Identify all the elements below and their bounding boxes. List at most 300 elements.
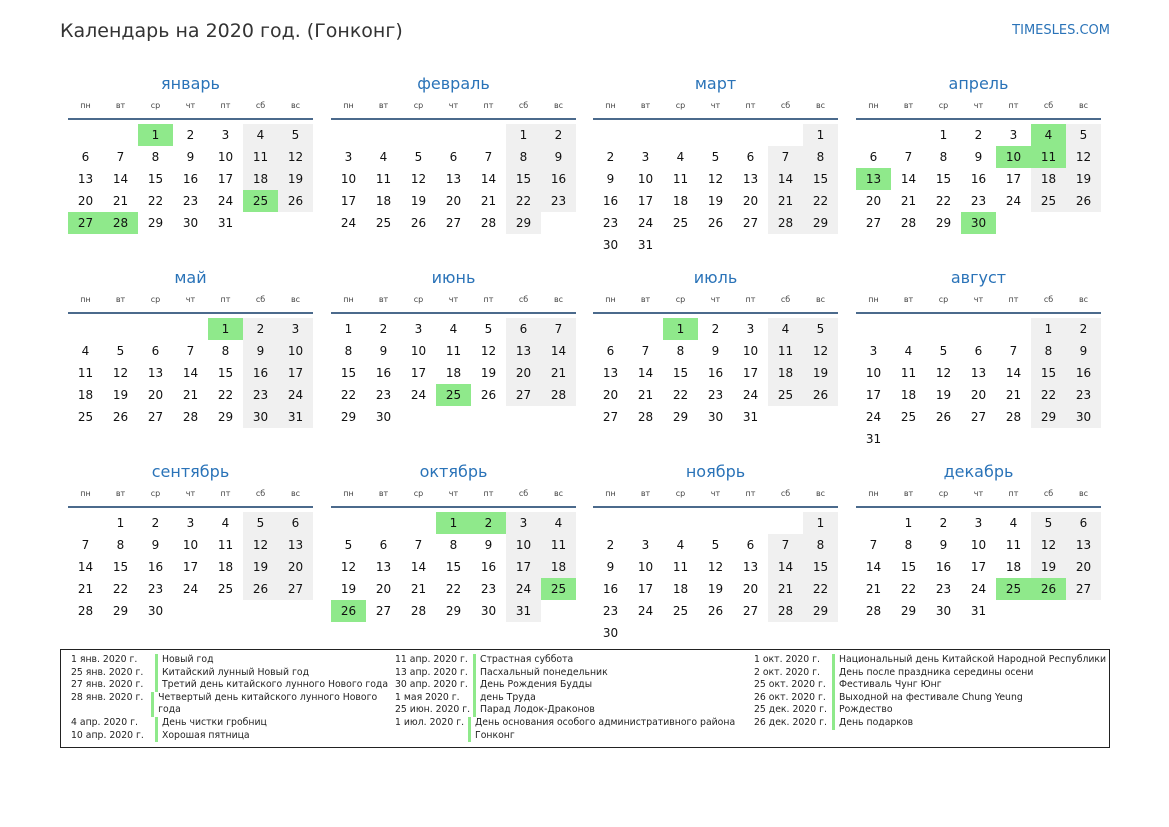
month-11 (593, 460, 838, 644)
day-cell: 20 (278, 556, 313, 578)
weekday-header (331, 101, 576, 120)
day-cell: 1 (904, 516, 913, 530)
day-cell: 9 (606, 560, 615, 574)
day-cell: 8 (803, 146, 838, 168)
day-cell: 10 (970, 538, 987, 552)
empty-cell (891, 124, 926, 146)
day-cell: 19 (803, 362, 838, 384)
empty-cell (698, 124, 733, 146)
day-cell: 13 (445, 172, 462, 186)
day-cell: 22 (900, 582, 917, 596)
month-5 (68, 266, 313, 428)
day-cell: 14 (410, 560, 427, 574)
legend-color-bar (832, 679, 835, 692)
legend-entry (744, 704, 1109, 717)
day-cell: 25 (217, 582, 234, 596)
holiday-day-cell: 25 (541, 578, 576, 600)
weekday-label: пт (483, 101, 494, 110)
legend-entry (61, 717, 391, 730)
day-cell: 12 (1031, 534, 1066, 556)
week-row (68, 534, 313, 556)
day-cell: 20 (742, 582, 759, 596)
day-cell: 24 (637, 216, 654, 230)
month-name: июль (693, 268, 738, 287)
holiday-day-cell: 1 (208, 318, 243, 340)
day-cell: 21 (480, 194, 497, 208)
day-cell: 5 (711, 538, 720, 552)
weekday-label: чт (710, 489, 721, 498)
day-cell: 23 (541, 190, 576, 212)
weekday-label: сб (255, 295, 266, 304)
day-cell: 14 (77, 560, 94, 574)
page-title: Календарь на 2020 год. (Гонконг) (60, 20, 403, 42)
day-cell: 15 (935, 172, 952, 186)
day-cell: 13 (147, 366, 164, 380)
day-cell: 3 (186, 516, 195, 530)
weekday-label: сб (518, 101, 529, 110)
week-row (68, 190, 313, 212)
legend-description: Страстная суббота (480, 654, 574, 665)
day-cell: 20 (742, 194, 759, 208)
weekday-label: пн (605, 295, 616, 304)
day-cell: 3 (344, 150, 353, 164)
legend-entry (61, 654, 391, 667)
legend-color-bar (155, 717, 158, 730)
day-cell: 29 (803, 600, 838, 622)
empty-cell (856, 512, 891, 534)
day-cell: 25 (672, 604, 689, 618)
day-cell: 4 (1009, 516, 1018, 530)
day-cell: 22 (340, 388, 357, 402)
empty-cell (698, 234, 733, 256)
empty-cell (436, 406, 471, 428)
month-9 (68, 460, 313, 622)
day-cell: 14 (900, 172, 917, 186)
week-row (593, 124, 838, 146)
month-4 (856, 72, 1101, 234)
day-cell: 30 (182, 216, 199, 230)
legend-description: Третий день китайского лунного Нового года (162, 679, 389, 691)
day-cell: 2 (379, 322, 388, 336)
day-cell: 16 (541, 168, 576, 190)
day-cell: 8 (803, 534, 838, 556)
day-cell: 6 (869, 150, 878, 164)
empty-cell (768, 406, 803, 428)
weekday-label: чт (973, 489, 984, 498)
day-cell: 27 (375, 604, 392, 618)
week-row (856, 318, 1101, 340)
empty-cell (663, 622, 698, 644)
day-cell: 26 (1066, 190, 1101, 212)
legend-entry (744, 654, 1109, 667)
week-row (331, 168, 576, 190)
legend-description: Рождество (839, 704, 893, 716)
weekday-label: пн (868, 489, 879, 498)
day-cell: 11 (375, 172, 392, 186)
day-cell: 13 (278, 534, 313, 556)
legend-entry (385, 717, 745, 742)
day-cell: 17 (970, 560, 987, 574)
day-cell: 8 (116, 538, 125, 552)
day-cell: 1 (344, 322, 353, 336)
day-cell: 6 (606, 344, 615, 358)
week-row (68, 124, 313, 146)
day-cell: 19 (707, 194, 724, 208)
month-name: март (694, 74, 737, 93)
day-cell: 9 (711, 344, 720, 358)
legend-color-bar (832, 667, 835, 680)
legend-description: день Труда (480, 691, 536, 703)
day-cell: 30 (602, 238, 619, 252)
day-cell: 3 (506, 512, 541, 534)
week-row (593, 406, 838, 428)
weekday-label: вт (640, 489, 651, 498)
day-cell: 7 (484, 150, 493, 164)
weekday-label: сб (518, 489, 529, 498)
empty-cell (926, 428, 961, 450)
day-cell: 8 (151, 150, 160, 164)
day-cell: 21 (900, 194, 917, 208)
week-row (856, 212, 1101, 234)
day-cell: 15 (340, 366, 357, 380)
weekday-label: вс (815, 295, 826, 304)
day-cell: 28 (77, 604, 94, 618)
day-cell: 29 (340, 410, 357, 424)
day-cell: 19 (935, 388, 952, 402)
empty-cell (926, 318, 961, 340)
day-cell: 17 (506, 556, 541, 578)
day-cell: 9 (151, 538, 160, 552)
empty-cell (768, 234, 803, 256)
week-row (331, 534, 576, 556)
legend-description: Китайский лунный Новый год (162, 666, 309, 678)
legend-description: Национальный день Китайской Народной Республики (839, 654, 1107, 665)
day-cell: 27 (278, 578, 313, 600)
legend-color-bar (155, 679, 158, 692)
day-cell: 6 (746, 150, 755, 164)
weekday-label: чт (448, 101, 459, 110)
empty-cell (996, 428, 1031, 450)
weekday-label: ср (938, 489, 949, 498)
legend-description: День чистки гробниц (162, 716, 267, 728)
day-cell: 5 (414, 150, 423, 164)
weekday-label: пн (80, 489, 91, 498)
empty-cell (1031, 428, 1066, 450)
day-cell: 1 (116, 516, 125, 530)
day-cell: 12 (1066, 146, 1101, 168)
day-cell: 2 (151, 516, 160, 530)
day-cell: 7 (1009, 344, 1018, 358)
day-cell: 28 (1005, 410, 1022, 424)
day-cell: 25 (77, 410, 94, 424)
day-cell: 26 (112, 410, 129, 424)
week-row (593, 512, 838, 534)
weekday-header (593, 295, 838, 314)
day-cell: 23 (375, 388, 392, 402)
day-cell: 20 (147, 388, 164, 402)
weekday-label: пн (605, 489, 616, 498)
day-cell: 27 (742, 216, 759, 230)
day-cell: 8 (1031, 340, 1066, 362)
weekday-label: вт (640, 295, 651, 304)
weekday-header (331, 489, 576, 508)
legend-date: 25 июн. 2020 г. (395, 704, 471, 716)
day-cell: 18 (375, 194, 392, 208)
day-cell: 7 (414, 538, 423, 552)
day-cell: 10 (410, 344, 427, 358)
legend-description: Пасхальный понедельник (480, 666, 608, 678)
day-cell: 3 (1009, 128, 1018, 142)
empty-cell (698, 512, 733, 534)
legend-date: 26 дек. 2020 г. (754, 716, 827, 728)
empty-cell (961, 318, 996, 340)
day-cell: 25 (375, 216, 392, 230)
legend-description: День Рождения Будды (480, 679, 593, 691)
day-cell: 29 (935, 216, 952, 230)
day-cell: 23 (970, 194, 987, 208)
legend-description: Фестиваль Чунг Юнг (839, 679, 942, 691)
day-cell: 22 (935, 194, 952, 208)
day-cell: 24 (637, 604, 654, 618)
day-cell: 4 (676, 538, 685, 552)
weekday-label: ср (150, 101, 161, 110)
day-cell: 21 (865, 582, 882, 596)
day-cell: 3 (641, 150, 650, 164)
day-cell: 10 (278, 340, 313, 362)
week-row (593, 556, 838, 578)
day-cell: 14 (768, 556, 803, 578)
day-cell: 12 (707, 172, 724, 186)
legend-description: День после праздника середины осени (839, 666, 1034, 678)
day-cell: 21 (182, 388, 199, 402)
week-row (331, 212, 576, 234)
day-cell: 15 (112, 560, 129, 574)
day-cell: 6 (151, 344, 160, 358)
day-cell: 16 (970, 172, 987, 186)
day-cell: 11 (900, 366, 917, 380)
holiday-day-cell: 26 (331, 600, 366, 622)
empty-cell (103, 318, 138, 340)
weekday-label: ср (413, 489, 424, 498)
day-cell: 22 (803, 190, 838, 212)
day-cell: 19 (480, 366, 497, 380)
day-cell: 24 (182, 582, 199, 596)
holiday-day-cell: 1 (663, 318, 698, 340)
day-cell: 28 (541, 384, 576, 406)
empty-cell (663, 124, 698, 146)
day-cell: 31 (865, 432, 882, 446)
week-row (856, 428, 1101, 450)
weekday-label: вт (378, 101, 389, 110)
day-cell: 28 (768, 600, 803, 622)
day-cell: 22 (506, 190, 541, 212)
holiday-day-cell: 10 (996, 146, 1031, 168)
empty-cell (173, 318, 208, 340)
empty-cell (768, 512, 803, 534)
day-cell: 10 (742, 344, 759, 358)
weekday-label: ср (938, 101, 949, 110)
empty-cell (961, 428, 996, 450)
weekday-label: вс (1078, 295, 1089, 304)
day-cell: 21 (541, 362, 576, 384)
day-cell: 18 (243, 168, 278, 190)
day-cell: 14 (768, 168, 803, 190)
day-cell: 24 (506, 578, 541, 600)
day-cell: 17 (182, 560, 199, 574)
day-cell: 8 (221, 344, 230, 358)
day-cell: 8 (939, 150, 948, 164)
day-cell: 2 (186, 128, 195, 142)
day-cell: 1 (939, 128, 948, 142)
week-row (331, 340, 576, 362)
empty-cell (628, 318, 663, 340)
week-row (331, 512, 576, 534)
weekday-header (331, 295, 576, 314)
weekday-label: пт (1008, 101, 1019, 110)
weekday-label: пн (605, 101, 616, 110)
empty-cell (401, 406, 436, 428)
month-12 (856, 460, 1101, 622)
day-cell: 14 (865, 560, 882, 574)
day-cell: 22 (803, 578, 838, 600)
day-cell: 29 (506, 212, 541, 234)
empty-cell (278, 212, 313, 234)
day-cell: 16 (1066, 362, 1101, 384)
week-row (856, 340, 1101, 362)
day-cell: 19 (112, 388, 129, 402)
month-2 (331, 72, 576, 234)
empty-cell (103, 124, 138, 146)
day-cell: 21 (1005, 388, 1022, 402)
day-cell: 2 (939, 516, 948, 530)
day-cell: 4 (541, 512, 576, 534)
brand-link[interactable]: TIMESLES.COM (1012, 23, 1110, 38)
month-name: май (174, 268, 207, 287)
empty-cell (208, 600, 243, 622)
day-cell: 12 (112, 366, 129, 380)
day-cell: 1 (1031, 318, 1066, 340)
empty-cell (243, 212, 278, 234)
day-cell: 23 (243, 384, 278, 406)
day-cell: 19 (278, 168, 313, 190)
legend-entry (385, 667, 745, 680)
empty-cell (278, 600, 313, 622)
day-cell: 7 (81, 538, 90, 552)
day-cell: 23 (707, 388, 724, 402)
week-row (331, 318, 576, 340)
weekday-label: сб (780, 101, 791, 110)
day-cell: 8 (904, 538, 913, 552)
day-cell: 24 (742, 388, 759, 402)
week-row (856, 168, 1101, 190)
day-cell: 10 (637, 560, 654, 574)
week-row (856, 534, 1101, 556)
day-cell: 5 (344, 538, 353, 552)
day-cell: 9 (541, 146, 576, 168)
weekday-label: ср (675, 295, 686, 304)
day-cell: 11 (445, 344, 462, 358)
day-cell: 29 (217, 410, 234, 424)
legend-color-bar (155, 730, 158, 743)
empty-cell (891, 428, 926, 450)
day-cell: 18 (900, 388, 917, 402)
day-cell: 3 (641, 538, 650, 552)
holiday-day-cell: 1 (138, 124, 173, 146)
day-cell: 16 (182, 172, 199, 186)
day-cell: 20 (445, 194, 462, 208)
weekday-label: вс (1078, 101, 1089, 110)
day-cell: 17 (1005, 172, 1022, 186)
day-cell: 8 (676, 344, 685, 358)
day-cell: 6 (974, 344, 983, 358)
legend-color-bar (473, 679, 476, 692)
day-cell: 23 (480, 582, 497, 596)
empty-cell (856, 318, 891, 340)
weekday-label: пн (80, 295, 91, 304)
week-row (593, 362, 838, 384)
day-cell: 29 (900, 604, 917, 618)
weekday-header (68, 101, 313, 120)
holiday-day-cell: 30 (961, 212, 996, 234)
weekday-header (68, 295, 313, 314)
day-cell: 30 (1066, 406, 1101, 428)
week-row (331, 600, 576, 622)
day-cell: 15 (506, 168, 541, 190)
day-cell: 30 (480, 604, 497, 618)
weekday-label: сб (1043, 489, 1054, 498)
day-cell: 26 (480, 388, 497, 402)
legend-entry (744, 717, 1109, 730)
week-row (593, 146, 838, 168)
day-cell: 6 (746, 538, 755, 552)
legend-entry (385, 692, 745, 705)
empty-cell (243, 600, 278, 622)
holiday-day-cell: 25 (996, 578, 1031, 600)
day-cell: 6 (278, 512, 313, 534)
weekday-label: сб (255, 101, 266, 110)
day-cell: 24 (340, 216, 357, 230)
day-cell: 5 (116, 344, 125, 358)
day-cell: 12 (243, 534, 278, 556)
holiday-day-cell: 28 (103, 212, 138, 234)
week-row (856, 406, 1101, 428)
day-cell: 14 (480, 172, 497, 186)
day-cell: 12 (278, 146, 313, 168)
day-cell: 2 (606, 150, 615, 164)
empty-cell (1066, 600, 1101, 622)
weekday-label: пт (483, 295, 494, 304)
day-cell: 17 (637, 582, 654, 596)
day-cell: 10 (637, 172, 654, 186)
empty-cell (768, 622, 803, 644)
weekday-label: вс (290, 295, 301, 304)
month-name: февраль (417, 74, 490, 93)
day-cell: 18 (1005, 560, 1022, 574)
empty-cell (733, 234, 768, 256)
weekday-label: вс (553, 101, 564, 110)
day-cell: 7 (541, 318, 576, 340)
week-row (593, 384, 838, 406)
legend-description: День подарков (839, 716, 914, 728)
day-cell: 15 (147, 172, 164, 186)
weekday-label: пт (220, 489, 231, 498)
day-cell: 9 (186, 150, 195, 164)
weekday-label: чт (710, 101, 721, 110)
legend-date: 25 дек. 2020 г. (754, 704, 827, 716)
week-row (593, 622, 838, 644)
day-cell: 8 (344, 344, 353, 358)
legend-description: Новый год (162, 654, 214, 665)
